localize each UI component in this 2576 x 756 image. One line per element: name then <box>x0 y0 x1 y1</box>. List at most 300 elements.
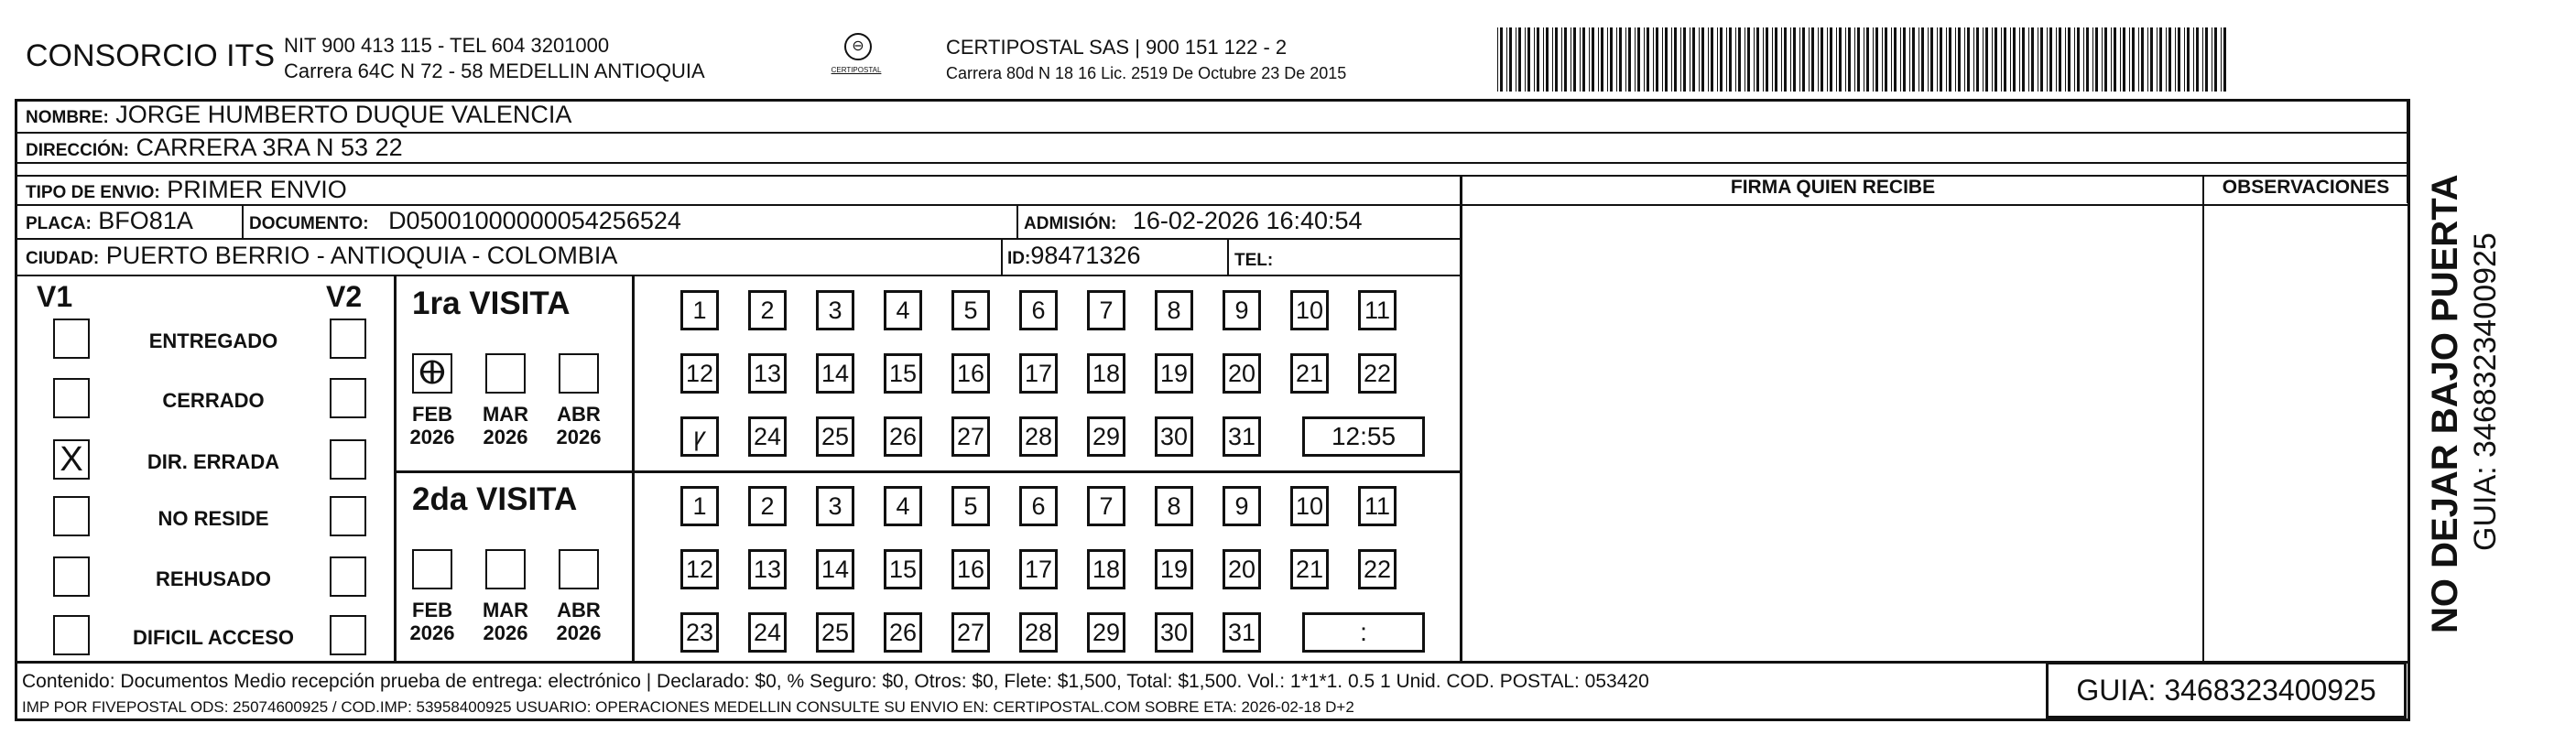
barcode-bar <box>1635 27 1636 92</box>
barcode-bar <box>1555 27 1558 92</box>
tipo-label: TIPO DE ENVIO: <box>26 183 160 202</box>
documento-value: D05001000000054256524 <box>388 207 681 234</box>
barcode-bar <box>2132 27 2135 92</box>
no-dejar-warning: NO DEJAR BAJO PUERTA <box>2425 174 2465 633</box>
contenido-text: Contenido: Documentos Medio recepción prueba de entrega: electrónico | Declarado: $0, % Seguro: $0, Otros: $0, Flete: $1,500, Total: $1,500. Vol.: 1*1*1. 0.5 1 Unid. COD. POSTAL: 053420 <box>22 671 1649 692</box>
barcode-bar <box>1735 27 1736 92</box>
admision-label: ADMISIÓN: <box>1024 214 1117 233</box>
guia-box: GUIA: 3468323400925 <box>2046 662 2407 718</box>
day-checkbox[interactable]: 19 <box>1155 353 1193 394</box>
barcode-bar <box>2065 27 2066 92</box>
day-checkbox[interactable]: 27 <box>951 416 990 457</box>
barcode-bar <box>1601 27 1603 92</box>
placa-label: PLACA: <box>26 214 92 233</box>
day-checkbox[interactable]: 21 <box>1290 549 1329 589</box>
barcode-bar <box>1799 27 1800 92</box>
barcode-bar <box>1628 27 1631 92</box>
barcode-bar <box>2104 27 2107 92</box>
barcode-bar <box>1671 27 1672 92</box>
month-checkbox[interactable] <box>559 549 599 589</box>
barcode-bar <box>1891 27 1892 92</box>
admision-value: 16-02-2026 16:40:54 <box>1132 207 1363 234</box>
barcode-bar <box>2013 27 2016 92</box>
tel-label: TEL: <box>1234 251 1274 270</box>
barcode-bar <box>2056 27 2057 92</box>
ciudad-value: PUERTO BERRIO - ANTIOQUIA - COLOMBIA <box>105 242 618 269</box>
month-label: FEB 2026 <box>409 599 455 644</box>
barcode-bar <box>2123 27 2125 92</box>
imp-text: IMP POR FIVEPOSTAL ODS: 25074600925 / COD.IMP: 53958400925 USUARIO: OPERACIONES MEDELLIN CONSULTE SU ENVIO EN: CERTIPOSTAL.COM SOBRE ETA: 2026-02-18 D+2 <box>22 698 1354 716</box>
day-checkbox[interactable]: 17 <box>1019 549 1058 589</box>
month-label: ABR 2026 <box>556 599 602 644</box>
barcode-bar <box>1827 27 1828 92</box>
tipo-field <box>26 176 347 204</box>
barcode-bar <box>1866 27 1869 92</box>
day-checkbox[interactable]: 6 <box>1019 290 1058 330</box>
v2-header: V2 <box>326 280 363 313</box>
day-checkbox[interactable]: 4 <box>884 486 922 526</box>
day-checkbox[interactable]: 2 <box>748 486 787 526</box>
visit-title: 1ra VISITA <box>412 286 571 321</box>
barcode-bar <box>1821 27 1823 92</box>
barcode-bar <box>1497 27 1498 92</box>
month-checkbox[interactable]: ⴲ <box>412 353 452 394</box>
barcode-bar <box>1644 27 1645 92</box>
nombre-field <box>26 101 571 129</box>
month-checkbox[interactable] <box>412 549 452 589</box>
barcode-bar <box>2028 27 2029 92</box>
barcode-bar <box>1546 27 1549 92</box>
barcode-bar <box>2147 27 2148 92</box>
divider <box>394 275 397 661</box>
v1-checkbox[interactable]: X <box>53 439 90 480</box>
barcode-bar <box>1647 27 1649 92</box>
documento-label: DOCUMENTO: <box>249 214 369 233</box>
barcode-bar <box>2010 27 2011 92</box>
barcode-bar <box>1836 27 1837 92</box>
barcode-bar <box>1543 27 1544 92</box>
day-checkbox[interactable]: 15 <box>884 549 922 589</box>
barcode-bar <box>1756 27 1759 92</box>
barcode-bar <box>2092 27 2093 92</box>
barcode-bar <box>1958 27 1961 92</box>
barcode-bar <box>2040 27 2043 92</box>
id-value: 98471326 <box>1030 242 1141 269</box>
day-checkbox[interactable]: 11 <box>1358 290 1397 330</box>
id-field <box>1007 242 1140 270</box>
day-checkbox[interactable]: 4 <box>884 290 922 330</box>
admision-field <box>1024 207 1363 235</box>
divider <box>242 204 244 238</box>
barcode-bar <box>1992 27 1993 92</box>
day-checkbox[interactable]: 15 <box>884 353 922 394</box>
barcode-bar <box>2223 27 2226 92</box>
barcode-bar <box>1720 27 1723 92</box>
barcode-bar <box>1582 27 1585 92</box>
tipo-value: PRIMER ENVIO <box>167 176 347 203</box>
barcode-bar <box>2214 27 2217 92</box>
visit-title: 2da VISITA <box>412 481 578 517</box>
direccion-label: DIRECCIÓN: <box>26 141 129 160</box>
barcode-bar <box>1518 27 1521 92</box>
barcode-bar <box>1701 27 1704 92</box>
day-checkbox[interactable]: ꝩ <box>680 416 719 457</box>
v1-checkbox[interactable] <box>53 319 90 359</box>
barcode-bar <box>1793 27 1796 92</box>
barcode-bar <box>1527 27 1530 92</box>
day-checkbox[interactable]: 10 <box>1290 290 1329 330</box>
barcode-bar <box>1882 27 1883 92</box>
day-checkbox[interactable]: 17 <box>1019 353 1058 394</box>
logo-icon: ⊖ <box>844 33 872 60</box>
status-label: DIR. ERRADA <box>147 450 280 473</box>
barcode-bar <box>2193 27 2194 92</box>
v2-checkbox[interactable] <box>330 615 366 655</box>
day-checkbox[interactable]: 24 <box>748 612 787 653</box>
day-checkbox[interactable]: 18 <box>1087 549 1125 589</box>
nit-line: NIT 900 413 115 - TEL 604 3201000 <box>284 34 610 57</box>
barcode-bar <box>2150 27 2153 92</box>
day-checkbox[interactable]: 1 <box>680 486 719 526</box>
barcode-bar <box>1985 27 1988 92</box>
day-checkbox[interactable]: 5 <box>951 486 990 526</box>
divider <box>1460 204 2407 206</box>
barcode-bar <box>1839 27 1842 92</box>
day-checkbox[interactable]: 29 <box>1087 612 1125 653</box>
company-info <box>284 33 705 84</box>
barcode-bar <box>1845 27 1846 92</box>
day-checkbox[interactable]: 26 <box>884 612 922 653</box>
barcode-bar <box>1802 27 1805 92</box>
barcode-bar <box>1857 27 1860 92</box>
barcode-bar <box>1680 27 1681 92</box>
barcode-bar <box>1580 27 1581 92</box>
placa-field <box>26 207 193 235</box>
company-name: CONSORCIO ITS <box>26 38 276 73</box>
status-label: NO RESIDE <box>158 507 269 530</box>
status-label: CERRADO <box>162 389 265 412</box>
divider <box>632 275 635 661</box>
barcode-bar <box>1784 27 1787 92</box>
barcode-bar <box>2102 27 2103 92</box>
barcode-bar <box>1619 27 1622 92</box>
day-checkbox[interactable]: 13 <box>748 549 787 589</box>
barcode-bar <box>2175 27 2176 92</box>
barcode-bar <box>1708 27 1709 92</box>
barcode <box>1497 27 2230 92</box>
day-checkbox[interactable]: 3 <box>816 486 854 526</box>
day-checkbox[interactable]: 22 <box>1358 353 1397 394</box>
barcode-bar <box>1692 27 1695 92</box>
barcode-bar <box>1525 27 1526 92</box>
barcode-bar <box>1918 27 1919 92</box>
v2-checkbox[interactable] <box>330 378 366 418</box>
month-label: FEB 2026 <box>409 403 455 448</box>
observaciones-header: OBSERVACIONES <box>2222 177 2390 198</box>
day-checkbox[interactable]: 2 <box>748 290 787 330</box>
barcode-bar <box>1964 27 1965 92</box>
barcode-bar <box>1674 27 1677 92</box>
ciudad-field <box>26 242 617 270</box>
carrier-info <box>946 35 1346 86</box>
day-checkbox[interactable]: 28 <box>1019 416 1058 457</box>
barcode-bar <box>1665 27 1668 92</box>
day-checkbox[interactable]: 19 <box>1155 549 1193 589</box>
barcode-bar <box>1830 27 1832 92</box>
day-checkbox[interactable]: 14 <box>816 353 854 394</box>
barcode-bar <box>1747 27 1750 92</box>
day-checkbox[interactable]: 25 <box>816 416 854 457</box>
v2-checkbox[interactable] <box>330 319 366 359</box>
visit-divider <box>394 470 1460 473</box>
barcode-bar <box>1754 27 1755 92</box>
barcode-bar <box>2049 27 2052 92</box>
barcode-bar <box>1818 27 1819 92</box>
barcode-bar <box>2120 27 2121 92</box>
barcode-bar <box>1552 27 1553 92</box>
barcode-bar <box>1873 27 1874 92</box>
day-checkbox[interactable]: 8 <box>1155 290 1193 330</box>
barcode-bar <box>1662 27 1663 92</box>
barcode-bar <box>1534 27 1535 92</box>
barcode-bar <box>2086 27 2089 92</box>
barcode-bar <box>1983 27 1984 92</box>
day-checkbox[interactable]: 6 <box>1019 486 1058 526</box>
barcode-bar <box>2083 27 2084 92</box>
logo-text: CERTIPOSTAL <box>831 66 882 74</box>
divider <box>1001 238 1003 275</box>
side-guia: GUIA: 3468323400925 <box>2468 232 2503 551</box>
barcode-bar <box>2074 27 2075 92</box>
barcode-bar <box>1790 27 1791 92</box>
v1-checkbox[interactable] <box>53 378 90 418</box>
barcode-bar <box>2059 27 2061 92</box>
day-checkbox[interactable]: 9 <box>1223 486 1261 526</box>
day-checkbox[interactable]: 30 <box>1155 416 1193 457</box>
barcode-bar <box>2157 27 2158 92</box>
direccion-field <box>26 134 403 162</box>
barcode-bar <box>2138 27 2139 92</box>
day-checkbox[interactable]: 27 <box>951 612 990 653</box>
barcode-bar <box>1509 27 1512 92</box>
nombre-value: JORGE HUMBERTO DUQUE VALENCIA <box>115 101 572 128</box>
barcode-bar <box>2202 27 2203 92</box>
barcode-bar <box>1894 27 1897 92</box>
day-checkbox[interactable]: 16 <box>951 353 990 394</box>
barcode-bar <box>2111 27 2112 92</box>
barcode-bar <box>1949 27 1951 92</box>
barcode-bar <box>1589 27 1590 92</box>
day-checkbox[interactable]: 13 <box>748 353 787 394</box>
barcode-bar <box>1946 27 1947 92</box>
divider <box>2407 99 2408 203</box>
barcode-bar <box>1607 27 1608 92</box>
nombre-label: NOMBRE: <box>26 108 109 127</box>
barcode-bar <box>1763 27 1764 92</box>
barcode-bar <box>1573 27 1576 92</box>
day-checkbox[interactable]: 7 <box>1087 290 1125 330</box>
v1-checkbox[interactable] <box>53 556 90 597</box>
barcode-bar <box>1610 27 1613 92</box>
tel-field <box>1234 243 1273 272</box>
barcode-bar <box>2068 27 2071 92</box>
barcode-bar <box>1928 27 1929 92</box>
barcode-bar <box>1775 27 1777 92</box>
divider <box>1460 175 1462 661</box>
day-checkbox[interactable]: 3 <box>816 290 854 330</box>
day-checkbox[interactable]: 31 <box>1223 416 1261 457</box>
ciudad-label: CIUDAD: <box>26 249 100 268</box>
barcode-bar <box>2047 27 2048 92</box>
address-line: Carrera 64C N 72 - 58 MEDELLIN ANTIOQUIA <box>284 59 705 82</box>
barcode-bar <box>1711 27 1713 92</box>
barcode-bar <box>1506 27 1507 92</box>
barcode-bar <box>1625 27 1626 92</box>
barcode-bar <box>1809 27 1810 92</box>
barcode-bar <box>1500 27 1503 92</box>
day-checkbox[interactable]: 28 <box>1019 612 1058 653</box>
day-checkbox[interactable]: 26 <box>884 416 922 457</box>
day-checkbox[interactable]: 8 <box>1155 486 1193 526</box>
barcode-bar <box>1973 27 1974 92</box>
barcode-bar <box>1994 27 1997 92</box>
day-checkbox[interactable]: 30 <box>1155 612 1193 653</box>
barcode-bar <box>2019 27 2020 92</box>
barcode-bar <box>1940 27 1942 92</box>
day-checkbox[interactable]: 25 <box>816 612 854 653</box>
id-label: ID: <box>1007 249 1031 268</box>
barcode-bar <box>1772 27 1773 92</box>
barcode-bar <box>1848 27 1851 92</box>
day-checkbox[interactable]: 22 <box>1358 549 1397 589</box>
barcode-bar <box>1875 27 1878 92</box>
barcode-bar <box>1598 27 1599 92</box>
v1-checkbox[interactable] <box>53 496 90 536</box>
divider <box>15 162 2410 164</box>
barcode-bar <box>1637 27 1640 92</box>
divider <box>1016 204 1018 238</box>
barcode-bar <box>1699 27 1700 92</box>
month-label: ABR 2026 <box>556 403 602 448</box>
barcode-bar <box>1885 27 1887 92</box>
month-checkbox[interactable] <box>485 549 526 589</box>
certipostal-logo <box>824 33 888 88</box>
day-checkbox[interactable]: 7 <box>1087 486 1125 526</box>
v2-checkbox[interactable] <box>330 556 366 597</box>
barcode-bar <box>1653 27 1654 92</box>
day-checkbox[interactable]: 31 <box>1223 612 1261 653</box>
barcode-bar <box>1738 27 1741 92</box>
barcode-bar <box>1561 27 1562 92</box>
month-label: MAR 2026 <box>482 403 529 448</box>
barcode-bar <box>1955 27 1956 92</box>
placa-value: BFO81A <box>98 207 193 234</box>
day-checkbox[interactable]: 12 <box>680 549 719 589</box>
day-checkbox[interactable]: 16 <box>951 549 990 589</box>
divider <box>2202 175 2204 661</box>
barcode-bar <box>2114 27 2116 92</box>
documento-field <box>249 207 681 235</box>
barcode-bar <box>1921 27 1924 92</box>
day-checkbox[interactable]: 29 <box>1087 416 1125 457</box>
v2-checkbox[interactable] <box>330 496 366 536</box>
day-checkbox[interactable]: 9 <box>1223 290 1261 330</box>
month-checkbox[interactable] <box>559 353 599 394</box>
v1-checkbox[interactable] <box>53 615 90 655</box>
barcode-bar <box>1909 27 1910 92</box>
barcode-bar <box>2141 27 2144 92</box>
barcode-bar <box>1683 27 1686 92</box>
barcode-bar <box>1811 27 1814 92</box>
day-checkbox[interactable]: 18 <box>1087 353 1125 394</box>
barcode-bar <box>2095 27 2098 92</box>
barcode-bar <box>2022 27 2025 92</box>
day-checkbox[interactable]: 23 <box>680 612 719 653</box>
barcode-bar <box>2205 27 2208 92</box>
barcode-bar <box>1900 27 1901 92</box>
barcode-bar <box>2077 27 2080 92</box>
day-checkbox[interactable]: 10 <box>1290 486 1329 526</box>
barcode-bar <box>1616 27 1617 92</box>
barcode-bar <box>1537 27 1539 92</box>
barcode-bar <box>1903 27 1906 92</box>
barcode-bar <box>2187 27 2190 92</box>
day-checkbox[interactable]: 12 <box>680 353 719 394</box>
day-checkbox[interactable]: 1 <box>680 290 719 330</box>
firma-header: FIRMA QUIEN RECIBE <box>1730 177 1936 198</box>
barcode-bar <box>2184 27 2185 92</box>
divider <box>15 238 1460 240</box>
barcode-bar <box>2129 27 2130 92</box>
barcode-bar <box>1592 27 1594 92</box>
barcode-bar <box>1854 27 1855 92</box>
barcode-bar <box>1937 27 1938 92</box>
barcode-bar <box>1729 27 1732 92</box>
barcode-bar <box>2004 27 2006 92</box>
barcode-bar <box>1912 27 1915 92</box>
barcode-bar <box>2031 27 2034 92</box>
day-checkbox[interactable]: 11 <box>1358 486 1397 526</box>
barcode-bar <box>1930 27 1933 92</box>
month-checkbox[interactable] <box>485 353 526 394</box>
time-field[interactable]: 12:55 <box>1302 416 1425 457</box>
barcode-bar <box>2001 27 2002 92</box>
barcode-bar <box>1656 27 1658 92</box>
barcode-bar <box>1781 27 1782 92</box>
day-checkbox[interactable]: 5 <box>951 290 990 330</box>
barcode-bar <box>2196 27 2199 92</box>
v2-checkbox[interactable] <box>330 439 366 480</box>
status-label: ENTREGADO <box>148 329 278 352</box>
barcode-bar <box>2221 27 2222 92</box>
time-field[interactable]: : <box>1302 612 1425 653</box>
status-label: REHUSADO <box>156 567 271 590</box>
day-checkbox[interactable]: 14 <box>816 549 854 589</box>
day-checkbox[interactable]: 21 <box>1290 353 1329 394</box>
status-label: DIFICIL ACCESO <box>132 626 294 649</box>
day-checkbox[interactable]: 20 <box>1223 549 1261 589</box>
barcode-bar <box>1967 27 1970 92</box>
barcode-bar <box>2168 27 2171 92</box>
barcode-bar <box>1726 27 1727 92</box>
day-checkbox[interactable]: 20 <box>1223 353 1261 394</box>
barcode-bar <box>2166 27 2167 92</box>
divider <box>15 275 1460 276</box>
direccion-value: CARRERA 3RA N 53 22 <box>136 134 403 161</box>
carrier-license-line: Carrera 80d N 18 16 Lic. 2519 De Octubre 23 De 2015 <box>946 64 1347 82</box>
day-checkbox[interactable]: 24 <box>748 416 787 457</box>
barcode-bar <box>2178 27 2180 92</box>
